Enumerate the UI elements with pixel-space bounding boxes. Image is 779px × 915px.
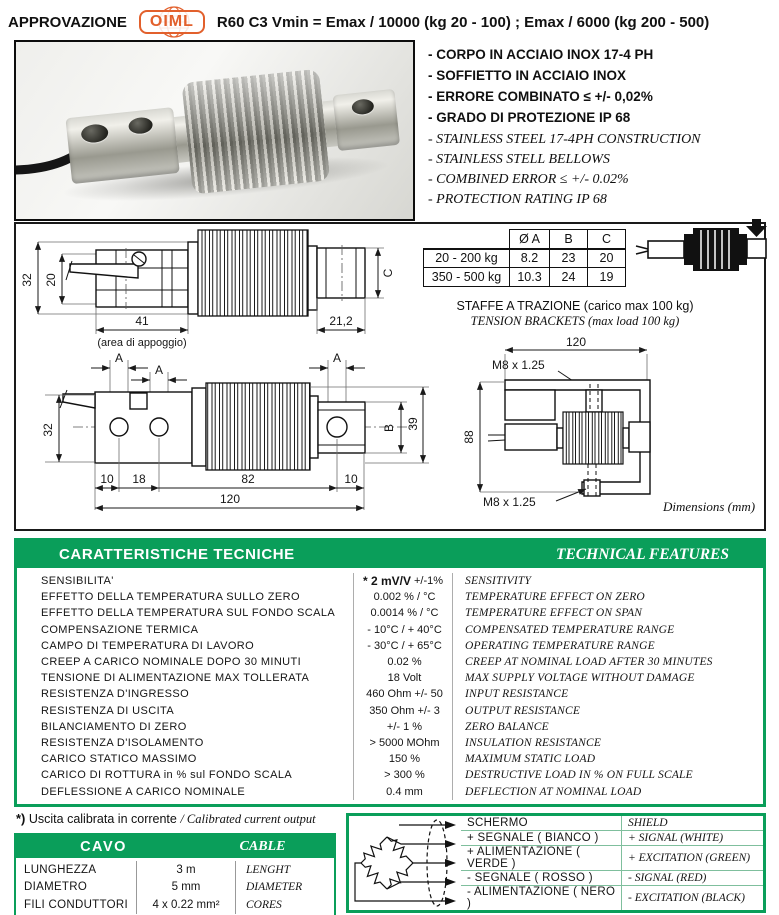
col-diameter-a: Ø A bbox=[510, 230, 550, 249]
approvazione-label: APPROVAZIONE bbox=[8, 13, 127, 31]
features-italian bbox=[428, 44, 776, 128]
spec-value-text: > 5000 MOhm bbox=[369, 736, 440, 749]
footnote-en: / Calibrated current output bbox=[180, 812, 316, 826]
spec-value bbox=[353, 622, 453, 638]
spec-value bbox=[353, 654, 453, 670]
spec-row bbox=[17, 622, 763, 638]
mounting-hole bbox=[351, 98, 374, 115]
wire-label-it: - ALIMENTAZIONE ( NERO ) bbox=[467, 886, 616, 910]
support-area-note: (area di appoggio) bbox=[97, 337, 187, 349]
c-cell: 19 bbox=[588, 268, 626, 287]
cell-right-body bbox=[333, 89, 401, 151]
wiring-row bbox=[461, 871, 763, 886]
dim-A: A bbox=[332, 352, 342, 365]
size-table-blank-cell bbox=[424, 230, 510, 249]
spec-row bbox=[17, 719, 763, 735]
spec-label-en: INSULATION RESISTANCE bbox=[465, 736, 602, 749]
footnote-star: *) bbox=[16, 811, 26, 826]
feature-item-en: - PROTECTION RATING IP 68 bbox=[428, 192, 607, 207]
spec-value bbox=[353, 605, 453, 621]
dim-32: 32 bbox=[20, 273, 34, 287]
spec-label-it: CARICO DI ROTTURA in % sul FONDO SCALA bbox=[41, 769, 293, 782]
technical-features-table bbox=[14, 538, 766, 807]
spec-row bbox=[17, 670, 763, 686]
range-cell: 350 - 500 kg bbox=[424, 268, 510, 287]
spec-label-it: BILANCIAMENTO DI ZERO bbox=[41, 720, 187, 733]
spec-value-text: 18 Volt bbox=[387, 672, 422, 685]
spec-row bbox=[17, 638, 763, 654]
spec-row bbox=[17, 589, 763, 605]
oiml-badge: OIML bbox=[139, 10, 205, 34]
spec-label-it: CARICO STATICO MASSIMO bbox=[41, 753, 197, 766]
spec-label-en: ZERO BALANCE bbox=[465, 720, 549, 733]
spec-label-it: COMPENSAZIONE TERMICA bbox=[41, 623, 199, 636]
spec-label-it: EFFETTO DELLA TEMPERATURA SULLO ZERO bbox=[41, 591, 300, 604]
spec-row bbox=[17, 703, 763, 719]
side-view-drawing bbox=[15, 352, 445, 520]
dim-B: B bbox=[382, 423, 396, 433]
dim-A: A bbox=[114, 352, 124, 365]
feature-item-it: - SOFFIETTO IN ACCIAIO INOX bbox=[428, 68, 627, 83]
dim-20: 20 bbox=[44, 273, 58, 287]
spec-value-bold: * 2 mV/V bbox=[362, 574, 411, 589]
features-english bbox=[428, 130, 776, 210]
cable-rows bbox=[16, 858, 334, 915]
dim-10: 10 bbox=[100, 472, 114, 486]
plan-view-drawing bbox=[20, 228, 420, 350]
thread-label-top: M8 x 1.25 bbox=[492, 358, 545, 372]
spec-row bbox=[17, 735, 763, 751]
size-table bbox=[423, 229, 626, 287]
col-b: B bbox=[550, 230, 588, 249]
spec-value-text: 0.002 % / °C bbox=[373, 591, 436, 604]
feature-item-it: - CORPO IN ACCIAIO INOX 17-4 PH bbox=[428, 47, 654, 62]
spec-value-text: - 10°C / + 40°C bbox=[367, 623, 442, 636]
feature-item-en: - STAINLESS STEEL 17-4PH CONSTRUCTION bbox=[428, 132, 701, 147]
spec-value bbox=[353, 638, 453, 654]
a-cell: 8.2 bbox=[510, 249, 550, 268]
dim-82: 82 bbox=[241, 472, 255, 486]
wiring-row bbox=[461, 831, 763, 846]
wiring-rows bbox=[461, 816, 763, 910]
wire-label-en: - EXCITATION (BLACK) bbox=[621, 886, 763, 910]
spec-value-text: +/- 1 % bbox=[386, 720, 423, 733]
cable-label-en: DIAMETER bbox=[246, 881, 303, 894]
load-cell-icon bbox=[628, 219, 776, 277]
dim-120: 120 bbox=[565, 336, 587, 349]
spec-value-text: - 30°C / + 65°C bbox=[367, 639, 442, 652]
wire-label-en: + EXCITATION (GREEN) bbox=[621, 846, 763, 870]
spec-row bbox=[17, 767, 763, 783]
product-photo bbox=[14, 40, 415, 221]
cable-label-it: FILI CONDUTTORI bbox=[24, 898, 128, 911]
spec-value-text: +/-1% bbox=[413, 575, 444, 588]
a-cell: 10.3 bbox=[510, 268, 550, 287]
spec-label-it: RESISTENZA DI USCITA bbox=[41, 704, 175, 717]
spec-value bbox=[353, 751, 453, 767]
spec-value bbox=[353, 783, 453, 799]
dimensions-note: Dimensions (mm) bbox=[663, 499, 756, 514]
spec-label-en: CREEP AT NOMINAL LOAD AFTER 30 MINUTES bbox=[465, 656, 713, 669]
b-cell: 24 bbox=[550, 268, 588, 287]
tension-bracket-drawing bbox=[428, 336, 773, 510]
cable-title-en: CABLE bbox=[239, 838, 286, 854]
cable-value: 4 x 0.22 mm² bbox=[136, 896, 236, 914]
size-table-row bbox=[424, 249, 626, 268]
size-table-header-row bbox=[424, 230, 626, 249]
spec-label-it: EFFETTO DELLA TEMPERATURA SUL FONDO SCALA bbox=[41, 607, 336, 620]
technical-features-header bbox=[17, 541, 763, 568]
spec-value-text: 0.0014 % / °C bbox=[370, 607, 439, 620]
tension-brackets-caption bbox=[425, 299, 725, 329]
wire-label-en: SHIELD bbox=[621, 816, 763, 830]
spec-value-text: 150 % bbox=[388, 753, 421, 766]
size-table-row bbox=[424, 268, 626, 287]
spec-label-it: DEFLESSIONE A CARICO NOMINALE bbox=[41, 785, 246, 798]
mounting-hole bbox=[128, 116, 154, 134]
wiring-row bbox=[461, 816, 763, 831]
tension-brackets-it: STAFFE A TRAZIONE (carico max 100 kg) bbox=[456, 299, 694, 313]
spec-label-it: RESISTENZA D'ISOLAMENTO bbox=[41, 736, 204, 749]
dim-21-2: 21,2 bbox=[329, 314, 353, 328]
dim-18: 18 bbox=[132, 472, 146, 486]
cable-row bbox=[16, 861, 334, 879]
cell-bellows bbox=[181, 69, 330, 195]
features-title-it: CARATTERISTICHE TECNICHE bbox=[59, 546, 295, 563]
spec-label-en: DEFLECTION AT NOMINAL LOAD bbox=[465, 785, 642, 798]
spec-value bbox=[353, 589, 453, 605]
spec-row bbox=[17, 783, 763, 799]
spec-value bbox=[353, 703, 453, 719]
wire-label-it: SCHERMO bbox=[467, 817, 528, 829]
range-cell: 20 - 200 kg bbox=[424, 249, 510, 268]
spec-label-it: CREEP A CARICO NOMINALE DOPO 30 MINUTI bbox=[41, 656, 302, 669]
spec-label-it: TENSIONE DI ALIMENTAZIONE MAX TOLLERATA bbox=[41, 672, 310, 685]
dim-39: 39 bbox=[406, 417, 420, 431]
spec-value-text: 350 Ohm +/- 3 bbox=[369, 704, 440, 717]
spec-value-text: 460 Ohm +/- 50 bbox=[366, 688, 443, 701]
bridge-diagram bbox=[349, 816, 461, 910]
spec-value bbox=[353, 719, 453, 735]
dim-C: C bbox=[381, 268, 395, 278]
spec-label-it: RESISTENZA D'INGRESSO bbox=[41, 688, 190, 701]
wire-label-it: + SEGNALE ( BIANCO ) bbox=[467, 832, 599, 844]
mounting-hole bbox=[80, 123, 109, 144]
spec-row bbox=[17, 573, 763, 589]
dim-32: 32 bbox=[41, 423, 55, 437]
approval-header bbox=[8, 7, 709, 37]
cable-table-header bbox=[16, 835, 334, 858]
spec-row bbox=[17, 605, 763, 621]
cable-row bbox=[16, 896, 334, 914]
spec-label-en: SENSITIVITY bbox=[465, 575, 532, 588]
footnote-it: Uscita calibrata in corrente bbox=[25, 812, 181, 826]
spec-value bbox=[353, 686, 453, 702]
spec-rows bbox=[17, 568, 763, 804]
wheatstone-bridge-icon bbox=[349, 816, 461, 910]
cable-label-it: LUNGHEZZA bbox=[24, 863, 97, 876]
spec-label-en: TEMPERATURE EFFECT ON ZERO bbox=[465, 591, 645, 604]
spec-value bbox=[353, 670, 453, 686]
dim-A: A bbox=[154, 363, 164, 377]
b-cell: 23 bbox=[550, 249, 588, 268]
wire-label-en: + SIGNAL (WHITE) bbox=[621, 831, 763, 845]
spec-value-text: 0.4 mm bbox=[386, 785, 423, 798]
spec-label-it: CAMPO DI TEMPERATURA DI LAVORO bbox=[41, 639, 255, 652]
spec-row bbox=[17, 654, 763, 670]
dim-120: 120 bbox=[219, 492, 241, 506]
feature-item-it: - ERRORE COMBINATO ≤ +/- 0,02% bbox=[428, 89, 653, 104]
spec-value bbox=[353, 767, 453, 783]
cable-label-it: DIAMETRO bbox=[24, 881, 88, 894]
cable-value: 5 mm bbox=[136, 879, 236, 897]
dim-41: 41 bbox=[135, 314, 149, 328]
cable-title-it: CAVO bbox=[80, 838, 127, 855]
spec-label-en: OUTPUT RESISTANCE bbox=[465, 704, 581, 717]
approval-formula: R60 C3 Vmin = Emax / 10000 (kg 20 - 100) ; Emax / 6000 (kg 200 - 500) bbox=[216, 13, 710, 31]
spec-label-en: DESTRUCTIVE LOAD IN % ON FULL SCALE bbox=[465, 769, 693, 782]
spec-label-en: MAXIMUM STATIC LOAD bbox=[465, 753, 596, 766]
c-cell: 20 bbox=[588, 249, 626, 268]
feature-item-it: - GRADO DI PROTEZIONE IP 68 bbox=[428, 110, 631, 125]
cable-value: 3 m bbox=[136, 861, 236, 879]
spec-label-en: MAX SUPPLY VOLTAGE WITHOUT DAMAGE bbox=[465, 672, 695, 685]
spec-label-en: TEMPERATURE EFFECT ON SPAN bbox=[465, 607, 643, 620]
spec-row bbox=[17, 686, 763, 702]
spec-value bbox=[353, 735, 453, 751]
spec-row bbox=[17, 751, 763, 767]
spec-label-en: COMPENSATED TEMPERATURE RANGE bbox=[465, 623, 675, 636]
spec-value bbox=[353, 573, 453, 589]
calibration-footnote bbox=[16, 811, 316, 827]
spec-value-text: > 300 % bbox=[384, 769, 425, 782]
wiring-row bbox=[461, 846, 763, 871]
col-c: C bbox=[588, 230, 626, 249]
spec-label-it: SENSIBILITA' bbox=[41, 575, 114, 588]
dim-10: 10 bbox=[344, 472, 358, 486]
cable-table bbox=[14, 833, 336, 915]
cable-label-en: LENGHT bbox=[246, 863, 291, 876]
thread-label-bottom: M8 x 1.25 bbox=[483, 495, 536, 509]
tension-brackets-en: TENSION BRACKETS (max load 100 kg) bbox=[470, 314, 680, 328]
feature-item-en: - COMBINED ERROR ≤ +/- 0.02% bbox=[428, 172, 629, 187]
cable-label-en: CORES bbox=[246, 898, 282, 911]
spec-value-text: 0.02 % bbox=[387, 656, 422, 669]
features-title-en: TECHNICAL FEATURES bbox=[556, 545, 729, 563]
wire-label-it: + ALIMENTAZIONE ( VERDE ) bbox=[467, 846, 581, 870]
wire-label-en: - SIGNAL (RED) bbox=[621, 871, 763, 885]
wire-label-it: - SEGNALE ( ROSSO ) bbox=[467, 872, 593, 884]
spec-label-en: OPERATING TEMPERATURE RANGE bbox=[465, 639, 655, 652]
wiring-row bbox=[461, 886, 763, 910]
wiring-table bbox=[346, 813, 766, 913]
cable-row bbox=[16, 879, 334, 897]
dim-88: 88 bbox=[462, 430, 476, 444]
cell-left-body bbox=[65, 107, 179, 184]
oiml-logo bbox=[133, 7, 211, 37]
feature-item-en: - STAINLESS STELL BELLOWS bbox=[428, 152, 610, 167]
spec-label-en: INPUT RESISTANCE bbox=[465, 688, 569, 701]
